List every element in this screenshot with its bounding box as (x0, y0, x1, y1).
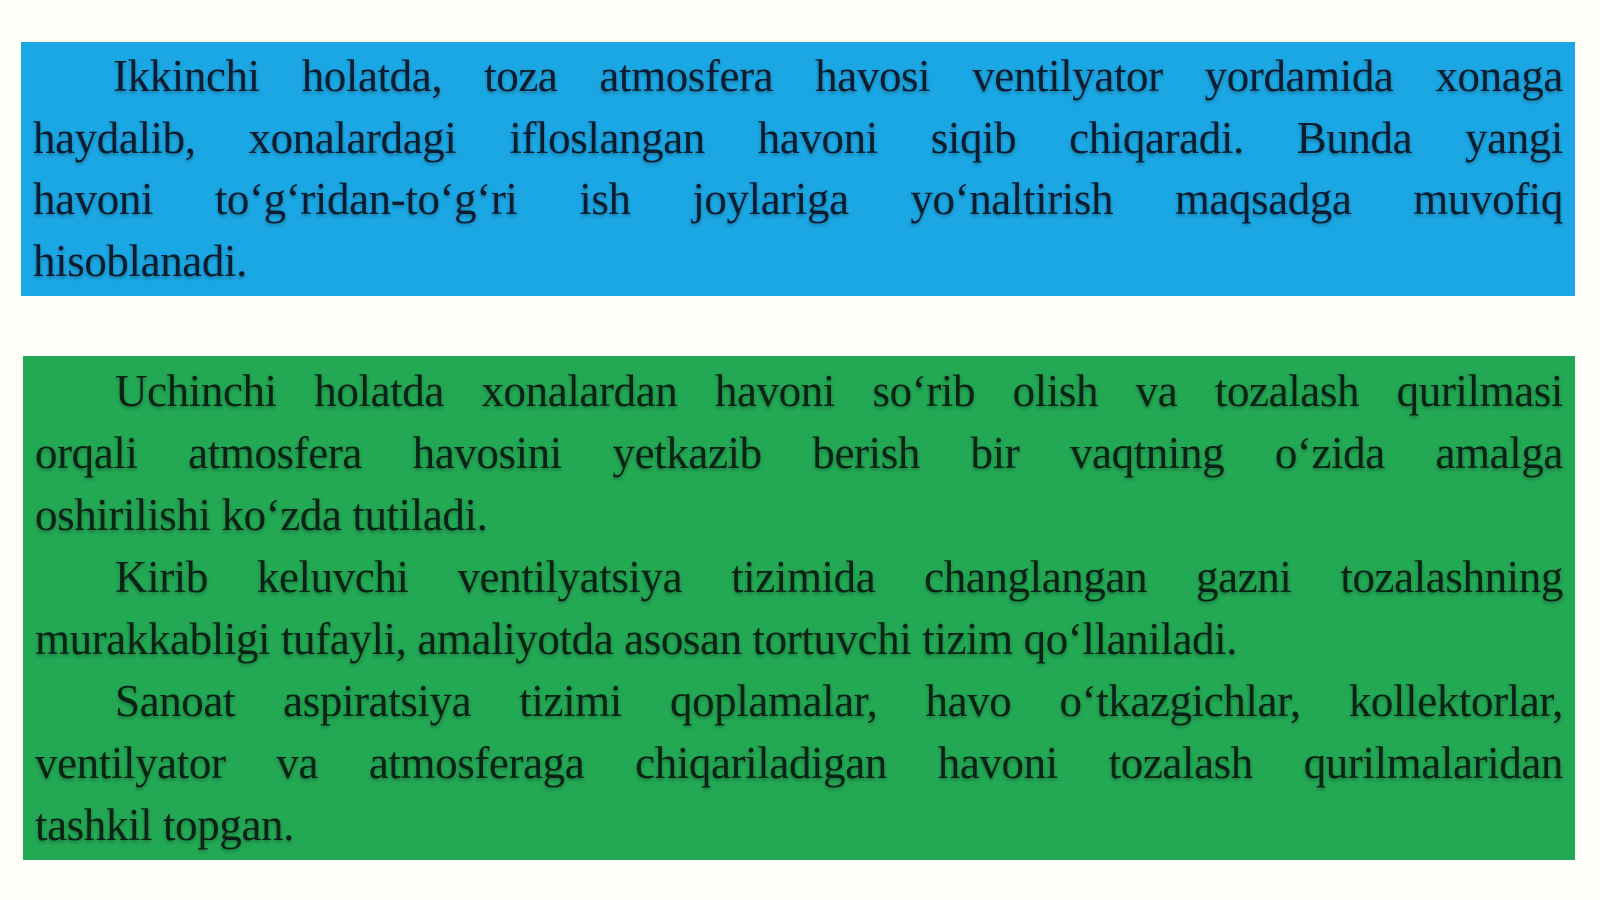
text-panel-blue (21, 42, 1575, 296)
text-line: orqali atmosfera havosini yetkazib berish bir vaqtning o‘zida amalga (35, 428, 1563, 478)
text-line: haydalib, xonalardagi ifloslangan havoni siqib chiqaradi. Bunda yangi (33, 112, 1563, 163)
text-line: Uchinchi holatda xonalardan havoni so‘rib olish va tozalash qurilmasi (115, 366, 1563, 416)
text-line: tashkil topgan. (35, 800, 294, 850)
text-line: Ikkinchi holatda, toza atmosfera havosi ventilyator yordamida xonaga (113, 51, 1563, 101)
text-panel-green (23, 356, 1575, 860)
text-line: murakkabligi tufayli, amaliyotda asosan tortuvchi tizim qo‘llaniladi. (35, 614, 1238, 664)
text-line: Kirib keluvchi ventilyatsiya tizimida changlangan gazni tozalashning (115, 552, 1563, 602)
paragraph (35, 360, 1563, 546)
paragraph (35, 546, 1563, 670)
paragraph (33, 46, 1563, 292)
text-line: oshirilishi ko‘zda tutiladi. (35, 490, 488, 540)
text-line: Sanoat aspiratsiya tizimi qoplamalar, havo o‘tkazgichlar, kollektorlar, (115, 676, 1563, 726)
text-line: ventilyator va atmosferaga chiqariladigan havoni tozalash qurilmalaridan (35, 738, 1563, 788)
text-line: havoni to‘g‘ridan-to‘g‘ri ish joylariga yo‘naltirish maqsadga muvofiq (33, 174, 1563, 224)
text-line: hisoblanadi. (33, 235, 247, 286)
paragraph (35, 670, 1563, 856)
